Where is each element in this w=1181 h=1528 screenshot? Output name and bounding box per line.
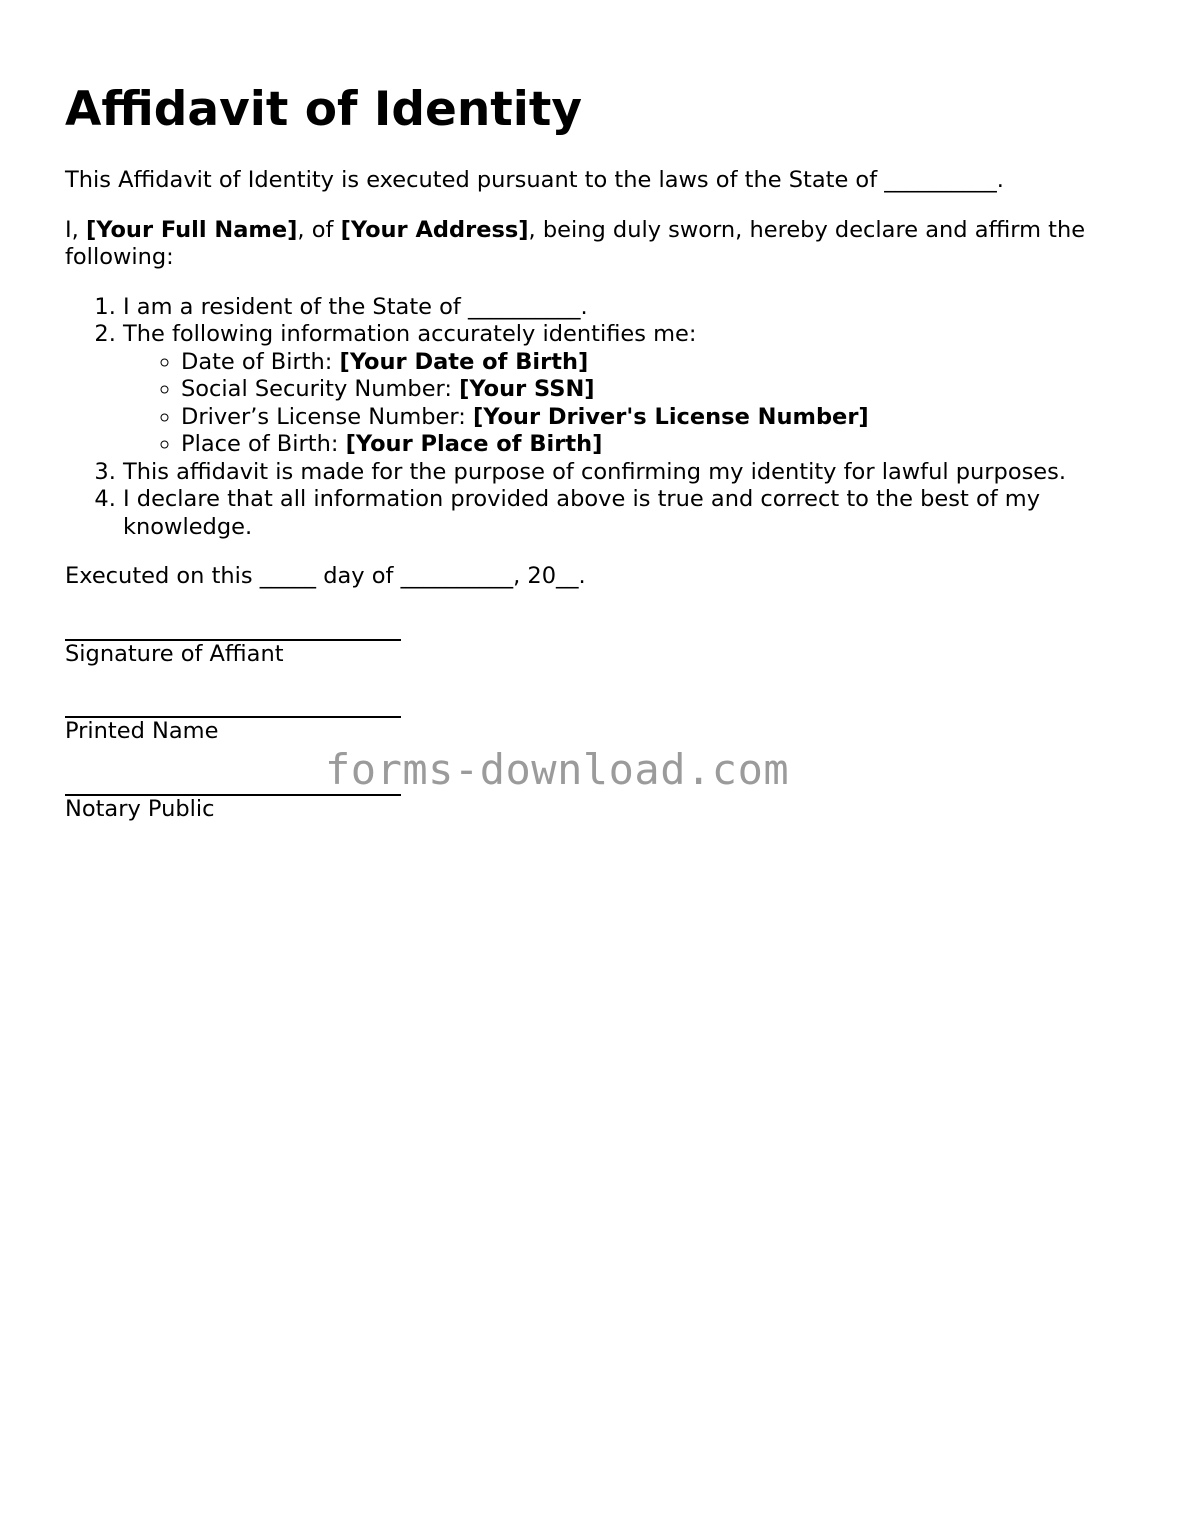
printed-name-line[interactable] [65, 691, 401, 718]
printed-name-block [65, 691, 1135, 746]
dob-label: Date of Birth: [181, 348, 340, 375]
place-of-birth-label: Place of Birth: [181, 431, 346, 457]
list-item-truth-declaration [123, 486, 1135, 541]
ssn-placeholder: [Your SSN] [459, 376, 595, 402]
document-page [65, 80, 1135, 823]
declaration-prefix: I, [65, 216, 86, 243]
declaration-list [65, 294, 1135, 542]
list-item-text: This affidavit is made for the purpose of confirming my identity for lawful purposes. [123, 458, 1067, 485]
printed-name-label: Printed Name [65, 718, 219, 744]
affiant-signature-block [65, 614, 1135, 669]
watermark: forms-download.com [325, 745, 790, 794]
sub-item-date-of-birth [181, 349, 1135, 377]
declaration-middle: , of [297, 216, 341, 243]
address-placeholder: [Your Address] [340, 216, 529, 243]
ssn-label: Social Security Number: [181, 376, 460, 402]
sub-item-ssn [181, 376, 1135, 404]
document-title: Affidavit of Identity [65, 82, 582, 137]
list-item-identification [123, 321, 1135, 459]
dob-placeholder: [Your Date of Birth] [339, 348, 589, 375]
identification-details-list [123, 349, 1135, 459]
full-name-placeholder: [Your Full Name] [85, 216, 298, 243]
list-item-residency [123, 294, 1135, 322]
sub-item-drivers-license [181, 404, 1135, 432]
sub-item-place-of-birth [181, 431, 1135, 459]
notary-label: Notary Public [65, 795, 215, 822]
list-item-purpose [123, 459, 1135, 487]
list-item-text: I am a resident of the State of __________. [123, 293, 588, 320]
list-item-text: The following information accurately identifies me: [123, 321, 697, 347]
affiant-signature-label: Signature of Affiant [65, 640, 284, 667]
declaration-paragraph [65, 217, 1135, 272]
list-item-text: I declare that all information provided above is true and correct to the best of my knowledge. [123, 486, 1041, 540]
drivers-license-label: Driver’s License Number: [181, 403, 473, 430]
intro-paragraph: This Affidavit of Identity is executed pursuant to the laws of the State of __________. [65, 167, 1004, 193]
place-of-birth-placeholder: [Your Place of Birth] [345, 431, 603, 457]
executed-date-line: Executed on this _____ day of __________, 20__. [65, 563, 586, 589]
affiant-signature-line[interactable] [65, 614, 401, 641]
declaration-suffix: , being duly sworn, hereby declare and affirm the following: [65, 216, 1086, 270]
drivers-license-placeholder: [Your Driver's License Number] [472, 403, 869, 430]
